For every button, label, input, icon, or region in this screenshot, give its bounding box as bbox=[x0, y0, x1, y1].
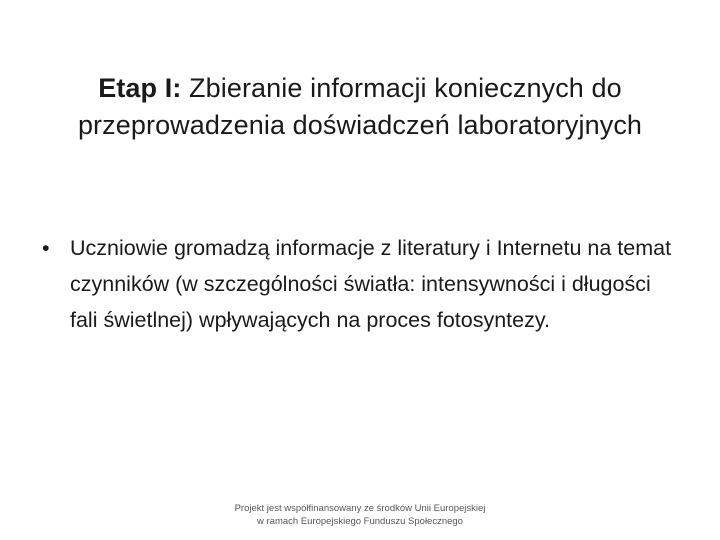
slide-title bbox=[30, 70, 690, 144]
funding-footer bbox=[160, 502, 560, 528]
bullet-item bbox=[42, 230, 682, 338]
bullet-text: Uczniowie gromadzą informacje z literatury i Internetu na temat czynników (w szczególności światła: intensywności i długości fali świetlnej) wpływających na proces fotosyntezy. bbox=[70, 236, 672, 332]
title-prefix: Etap I: bbox=[98, 73, 182, 103]
footer-line-1: Projekt jest współfinansowany ze środków Unii Europejskiej bbox=[234, 503, 486, 514]
title-text: Zbieranie informacji koniecznych do przeprowadzenia doświadczeń laboratoryjnych bbox=[77, 73, 643, 140]
footer-line-2: w ramach Europejskiego Funduszu Społecznego bbox=[257, 516, 463, 527]
slide-body bbox=[42, 230, 682, 338]
bullet-icon: • bbox=[42, 236, 50, 260]
